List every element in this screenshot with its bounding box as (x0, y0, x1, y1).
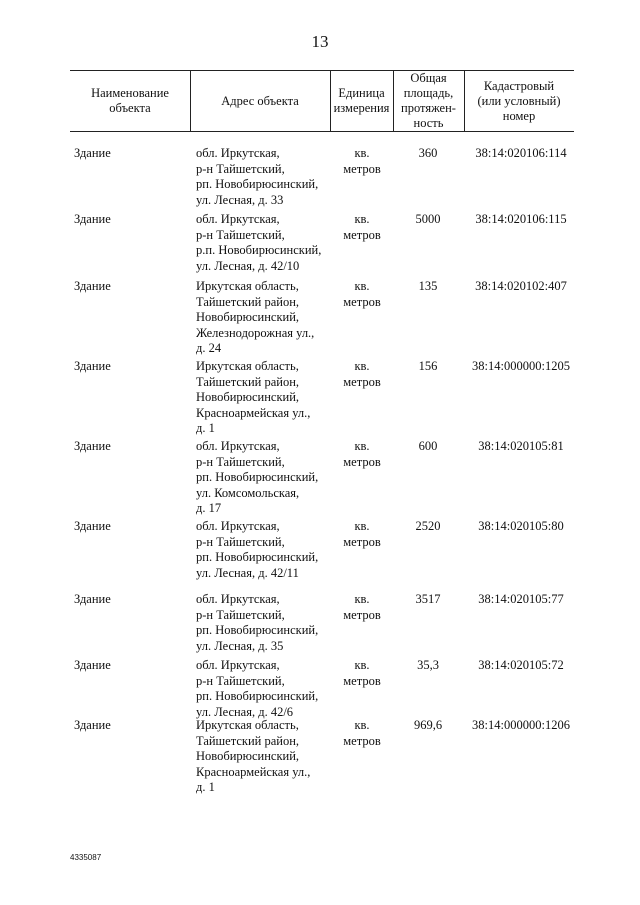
object-cadastral: 38:14:020102:407 (475, 279, 567, 293)
table-row (70, 718, 574, 798)
object-name: Здание (74, 519, 111, 533)
object-unit: кв. метров (343, 519, 381, 549)
document-code: 4335087 (70, 853, 102, 862)
object-cadastral: 38:14:020105:81 (478, 439, 564, 453)
object-cadastral: 38:14:020106:114 (475, 146, 567, 160)
object-address: обл. Иркутская, р-н Тайшетский, рп. Новобирюсинский, ул. Лесная, д. 42/6 (196, 658, 319, 719)
header-name: Наименование объекта (91, 86, 169, 115)
table-row (70, 658, 574, 718)
object-area: 5000 (415, 212, 441, 226)
object-address: Иркутская область, Тайшетский район, Новобирюсинский, Красноармейская ул., д. 1 (196, 359, 311, 435)
object-address: Иркутская область, Тайшетский район, Новобирюсинский, Красноармейская ул., д. 1 (196, 718, 311, 794)
table-body (70, 146, 574, 798)
object-name: Здание (74, 718, 111, 732)
table-row (70, 359, 574, 439)
object-unit: кв. метров (343, 359, 381, 389)
object-unit: кв. метров (343, 658, 381, 688)
header-cadastral: Кадастровый (или условный) номер (477, 78, 561, 123)
table-row (70, 439, 574, 519)
object-cadastral: 38:14:000000:1205 (472, 359, 570, 373)
table-row (70, 146, 574, 212)
table-row (70, 519, 574, 592)
table-row (70, 279, 574, 359)
object-name: Здание (74, 658, 111, 672)
column-divider (330, 71, 331, 131)
table-row (70, 212, 574, 279)
object-unit: кв. метров (343, 279, 381, 309)
object-cadastral: 38:14:020105:77 (478, 592, 564, 606)
object-name: Здание (74, 146, 111, 160)
object-unit: кв. метров (343, 146, 381, 176)
object-cadastral: 38:14:000000:1206 (472, 718, 570, 732)
object-area: 2520 (415, 519, 441, 533)
header-address: Адрес объекта (221, 93, 299, 108)
object-cadastral: 38:14:020105:80 (478, 519, 564, 533)
object-address: Иркутская область, Тайшетский район, Новобирюсинский, Железнодорожная ул., д. 24 (196, 279, 315, 355)
object-name: Здание (74, 359, 111, 373)
object-address: обл. Иркутская, р-н Тайшетский, рп. Новобирюсинский, ул. Лесная, д. 33 (196, 146, 319, 207)
object-unit: кв. метров (343, 592, 381, 622)
object-unit: кв. метров (343, 212, 381, 242)
object-address: обл. Иркутская, р-н Тайшетский, рп. Новобирюсинский, ул. Лесная, д. 42/11 (196, 519, 319, 580)
object-address: обл. Иркутская, р-н Тайшетский, рп. Новобирюсинский, ул. Комсомольская, д. 17 (196, 439, 319, 515)
object-area: 35,3 (417, 658, 439, 672)
property-table (70, 70, 574, 794)
column-divider (464, 71, 465, 131)
object-area: 156 (418, 359, 438, 373)
object-cadastral: 38:14:020106:115 (475, 212, 567, 226)
object-area: 135 (418, 279, 438, 293)
object-address: обл. Иркутская, р-н Тайшетский, рп. Новобирюсинский, ул. Лесная, д. 35 (196, 592, 319, 653)
object-area: 3517 (415, 592, 441, 606)
column-divider (190, 71, 191, 131)
object-unit: кв. метров (343, 718, 381, 748)
page-number: 13 (311, 32, 329, 51)
object-address: обл. Иркутская, р-н Тайшетский, р.п. Новобирюсинский, ул. Лесная, д. 42/10 (196, 212, 322, 273)
object-cadastral: 38:14:020105:72 (478, 658, 564, 672)
object-name: Здание (74, 279, 111, 293)
object-name: Здание (74, 212, 111, 226)
object-area: 360 (418, 146, 438, 160)
table-row (70, 592, 574, 658)
object-name: Здание (74, 439, 111, 453)
object-unit: кв. метров (343, 439, 381, 469)
header-area: Общая площадь, протяжен- ность (401, 71, 456, 130)
object-area: 969,6 (413, 718, 443, 732)
object-area: 600 (418, 439, 438, 453)
column-divider (393, 71, 394, 131)
header-unit: Единица измерения (333, 86, 390, 115)
table-header (70, 70, 574, 132)
object-name: Здание (74, 592, 111, 606)
